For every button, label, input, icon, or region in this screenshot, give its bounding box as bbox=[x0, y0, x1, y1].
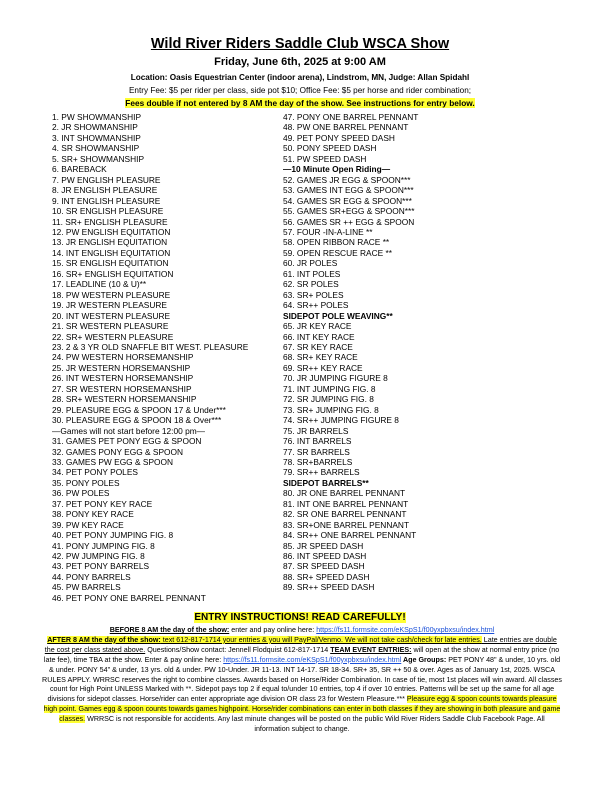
age-label: Age Groups: bbox=[401, 655, 447, 664]
left-class-item: 31. GAMES PET PONY EGG & SPOON bbox=[52, 436, 202, 447]
left-class-item: 25. JR WESTERN HORSEMANSHIP bbox=[52, 362, 191, 373]
pleasure-note: Pleasure egg & spoon counts towards pleasure high point. Games egg & spoon counts towards games highpoint. Horse/rider combinations can enter in both classes if they are showing in both pleasure and game classes. bbox=[43, 695, 561, 724]
right-class-item: 77. SR BARRELS bbox=[283, 446, 350, 457]
left-class-item: 13. JR ENGLISH EQUITATION bbox=[52, 237, 168, 248]
right-class-item: 84. SR++ ONE BARREL PENNANT bbox=[283, 530, 417, 541]
left-class-item: 7. PW ENGLISH PLEASURE bbox=[52, 174, 161, 185]
closing-text: WRRSC is not responsible for accidents. Any last minute changes will be posted on the public Wild River Riders Saddle Club Facebook Page. All information subject to change. bbox=[85, 715, 545, 734]
left-class-item: 10. SR ENGLISH PLEASURE bbox=[52, 206, 164, 217]
right-class-item: 87. SR SPEED DASH bbox=[283, 561, 365, 572]
left-class-item: 5. SR+ SHOWMANSHIP bbox=[52, 153, 145, 164]
right-class-item: 69. SR++ KEY RACE bbox=[283, 362, 363, 373]
right-class-item: 49. PET PONY SPEED DASH bbox=[283, 132, 395, 143]
left-class-item: 26. INT WESTERN HORSEMANSHIP bbox=[52, 373, 194, 384]
left-class-item: 42. PW JUMPING FIG. 8 bbox=[52, 551, 145, 562]
left-class-item: 37. PET PONY KEY RACE bbox=[52, 498, 153, 509]
show-date: Friday, June 6th, 2025 at 9:00 AM bbox=[214, 56, 386, 68]
right-class-item: 89. SR++ SPEED DASH bbox=[283, 582, 375, 593]
right-class-item: —10 Minute Open Riding— bbox=[283, 164, 391, 175]
right-class-item: 78. SR+BARRELS bbox=[283, 456, 353, 467]
right-class-item: 58. OPEN RIBBON RACE ** bbox=[283, 237, 390, 248]
after-text: text 612-817-1714 your entries & you will PayPal/Venmo. We will not take cash/check for late entries. bbox=[160, 635, 482, 644]
left-class-item: 17. LEADLINE (10 & U)** bbox=[52, 279, 147, 290]
right-class-item: 54. GAMES SR EGG & SPOON*** bbox=[283, 195, 412, 206]
right-class-item: 62. SR POLES bbox=[283, 279, 339, 290]
entry-instructions-title-text: ENTRY INSTRUCTIONS! READ CAREFULLY! bbox=[194, 612, 406, 623]
right-class-item: 86. INT SPEED DASH bbox=[283, 551, 367, 562]
right-class-item: 53. GAMES INT EGG & SPOON*** bbox=[283, 185, 414, 196]
left-class-item: —Games will not start before 12:00 pm— bbox=[52, 425, 206, 436]
page-title bbox=[0, 36, 600, 52]
left-class-item: 43. PET PONY BARRELS bbox=[52, 561, 150, 572]
right-class-item: 82. SR ONE BARREL PENNANT bbox=[283, 509, 407, 520]
right-class-item: 81. INT ONE BARREL PENNANT bbox=[283, 498, 409, 509]
entry-instructions bbox=[42, 626, 562, 735]
left-class-item: 6. BAREBACK bbox=[52, 164, 107, 175]
right-class-item: 60. JR POLES bbox=[283, 258, 338, 269]
left-class-item: 46. PET PONY ONE BARREL PENNANT bbox=[52, 592, 206, 603]
fees-double-text: Fees double if not entered by 8 AM the day of the show. See instructions for entry below. bbox=[125, 98, 475, 108]
right-class-item: 85. JR SPEED DASH bbox=[283, 540, 364, 551]
right-class-item: 79. SR++ BARRELS bbox=[283, 467, 360, 478]
right-class-item: 48. PW ONE BARREL PENNANT bbox=[283, 122, 409, 133]
entry-instructions-title bbox=[0, 612, 600, 623]
left-class-item: 29. PLEASURE EGG & SPOON 17 & Under*** bbox=[52, 404, 226, 415]
right-class-item: 57. FOUR -IN-A-LINE ** bbox=[283, 226, 373, 237]
before-label: BEFORE 8 AM the day of the show: bbox=[109, 626, 230, 634]
right-class-item: 52. GAMES JR EGG & SPOON*** bbox=[283, 174, 411, 185]
left-class-item: 39. PW KEY RACE bbox=[52, 519, 124, 530]
right-class-item: 75. JR BARRELS bbox=[283, 425, 349, 436]
left-class-item: 21. SR WESTERN PLEASURE bbox=[52, 321, 169, 332]
left-class-item: 11. SR+ ENGLISH PLEASURE bbox=[52, 216, 168, 227]
left-class-item: 30. PLEASURE EGG & SPOON 18 & Over*** bbox=[52, 415, 222, 426]
left-class-item: 28. SR+ WESTERN HORSEMANSHIP bbox=[52, 394, 197, 405]
right-class-item: 55. GAMES SR+EGG & SPOON*** bbox=[283, 206, 415, 217]
before-text: enter and pay online here: bbox=[229, 626, 317, 634]
left-class-item: 38. PONY KEY RACE bbox=[52, 509, 134, 520]
right-class-item: 88. SR+ SPEED DASH bbox=[283, 571, 370, 582]
right-class-item: SIDEPOT POLE WEAVING** bbox=[283, 310, 393, 321]
left-class-item: 35. PONY POLES bbox=[52, 477, 120, 488]
left-class-item: 16. SR+ ENGLISH EQUITATION bbox=[52, 268, 174, 279]
right-class-item: 63. SR+ POLES bbox=[283, 289, 344, 300]
right-class-item: 56. GAMES SR ++ EGG & SPOON bbox=[283, 216, 415, 227]
right-class-item: 71. INT JUMPING FIG. 8 bbox=[283, 383, 376, 394]
left-class-item: 12. PW ENGLISH EQUITATION bbox=[52, 226, 171, 237]
left-class-item: 36. PW POLES bbox=[52, 488, 110, 499]
right-class-item: 65. JR KEY RACE bbox=[283, 321, 352, 332]
left-class-item: 1. PW SHOWMANSHIP bbox=[52, 112, 142, 122]
left-class-item: 3. INT SHOWMANSHIP bbox=[52, 132, 141, 143]
left-class-item: 45. PW BARRELS bbox=[52, 582, 121, 593]
right-class-item: SIDEPOT BARRELS** bbox=[283, 477, 369, 488]
questions-text: Questions/Show contact: Jennell Flodquist 612-817-1714 bbox=[145, 645, 331, 654]
right-class-item: 50. PONY SPEED DASH bbox=[283, 143, 377, 154]
age-text: PET PONY 48" & under, 10 yrs. old & under. PONY 54" & under, 13 yrs. old & under. PW 10-Under. JR 11-13. INT 14-17. SR 18-34. SR+ 35, SR ++ 50 & over. Ages as of January 1st, 2025. WSCA RULES APPLY. WRRSC reserves the right to combine classes. Awards based on Horse/Rider Combination. In case of tie, most 1st places will win award. All classes count for High Point UNLESS Marked with **. Sidepot pays top 2 if equal to/under 10 entries, top 4 if over 10 entries. Patterns will be set up the same for all age divisions for sidepot classes. Horse/rider can enter appropriate age division OR class 23 for Western Pleasure.*** bbox=[42, 655, 562, 704]
late-text: Late entries are double the cost per class stated above. bbox=[44, 635, 557, 654]
class-list-right bbox=[283, 112, 418, 593]
left-class-item: 34. PET PONY POLES bbox=[52, 467, 138, 478]
entry-fees: Entry Fee: $5 per rider per class, side pot $10; Office Fee: $5 per horse and rider combination; bbox=[128, 86, 472, 95]
right-class-item: 74. SR++ JUMPING FIGURE 8 bbox=[283, 415, 399, 426]
right-class-item: 80. JR ONE BARREL PENNANT bbox=[283, 488, 406, 499]
left-class-item: 14. INT ENGLISH EQUITATION bbox=[52, 247, 171, 258]
right-class-item: 76. INT BARRELS bbox=[283, 436, 352, 447]
left-class-item: 2. JR SHOWMANSHIP bbox=[52, 122, 138, 133]
fees-double-notice bbox=[0, 98, 600, 108]
entry-link-1[interactable]: https://fs11.formsite.com/eKSpS1/f00yxpbxsu/index.html bbox=[316, 626, 495, 634]
title-text: Wild River Riders Saddle Club WSCA Show bbox=[150, 36, 450, 52]
left-class-item: 4. SR SHOWMANSHIP bbox=[52, 143, 140, 154]
left-class-item: 22. SR+ WESTERN PLEASURE bbox=[52, 331, 174, 342]
left-class-item: 44. PONY BARRELS bbox=[52, 571, 131, 582]
left-class-item: 41. PONY JUMPING FIG. 8 bbox=[52, 540, 155, 551]
right-class-item: 66. INT KEY RACE bbox=[283, 331, 355, 342]
right-class-item: 70. JR JUMPING FIGURE 8 bbox=[283, 373, 388, 384]
left-class-item: 27. SR WESTERN HORSEMANSHIP bbox=[52, 383, 192, 394]
right-class-item: 73. SR+ JUMPING FIG. 8 bbox=[283, 404, 379, 415]
after-label: AFTER 8 AM the day of the show: bbox=[47, 635, 161, 644]
left-class-item: 8. JR ENGLISH PLEASURE bbox=[52, 185, 158, 196]
left-class-item: 15. SR ENGLISH EQUITATION bbox=[52, 258, 169, 269]
left-class-item: 23. 2 & 3 YR OLD SNAFFLE BIT WEST. PLEASURE bbox=[52, 341, 249, 352]
right-class-item: 64. SR++ POLES bbox=[283, 300, 349, 311]
left-class-item: 20. INT WESTERN PLEASURE bbox=[52, 310, 171, 321]
left-class-item: 9. INT ENGLISH PLEASURE bbox=[52, 195, 161, 206]
entry-link-2[interactable]: https://fs11.formsite.com/eKSpS1/f00yxpbxsu/index.html bbox=[223, 655, 402, 664]
right-class-item: 61. INT POLES bbox=[283, 268, 341, 279]
left-class-item: 33. GAMES PW EGG & SPOON bbox=[52, 456, 174, 467]
right-class-item: 47. PONY ONE BARREL PENNANT bbox=[283, 112, 419, 122]
right-class-item: 83. SR+ONE BARREL PENNANT bbox=[283, 519, 410, 530]
left-class-item: 40. PET PONY JUMPING FIG. 8 bbox=[52, 530, 174, 541]
show-location: Location: Oasis Equestrian Center (indoor arena), Lindstrom, MN, Judge: Allan Spidahl bbox=[130, 73, 470, 82]
left-class-item: 24. PW WESTERN HORSEMANSHIP bbox=[52, 352, 194, 363]
right-class-item: 68. SR+ KEY RACE bbox=[283, 352, 358, 363]
left-class-item: 19. JR WESTERN PLEASURE bbox=[52, 300, 167, 311]
left-class-item: 18. PW WESTERN PLEASURE bbox=[52, 289, 171, 300]
team-label: TEAM EVENT ENTRIES: bbox=[330, 645, 412, 654]
right-class-item: 59. OPEN RESCUE RACE ** bbox=[283, 247, 392, 258]
class-list-left bbox=[52, 112, 248, 603]
right-class-item: 67. SR KEY RACE bbox=[283, 341, 353, 352]
right-class-item: 51. PW SPEED DASH bbox=[283, 153, 367, 164]
left-class-item: 32. GAMES PONY EGG & SPOON bbox=[52, 446, 184, 457]
team-text: will open at the show at normal entry price (no late fee), time TBA at the show. Enter & pay online here: bbox=[43, 645, 560, 664]
right-class-item: 72. SR JUMPING FIG. 8 bbox=[283, 394, 374, 405]
